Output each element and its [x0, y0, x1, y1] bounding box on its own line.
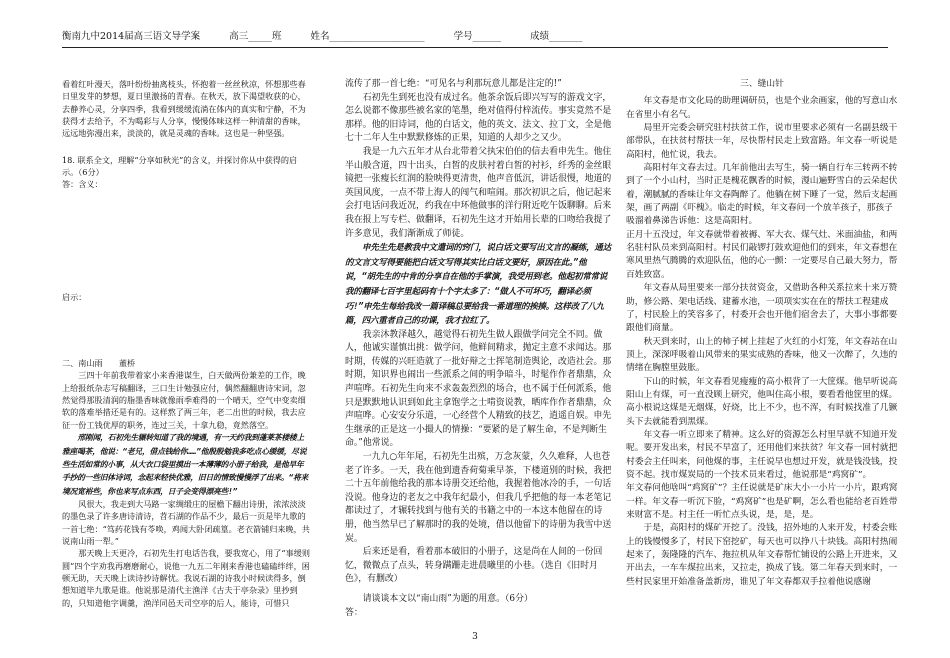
section-2-title: 二、南山雨 董桥: [62, 358, 136, 369]
section-2-answer-label: 答：: [345, 607, 363, 618]
section-3-paragraph-10: 于是，高阳村的煤矿开挖了。没钱，招外地的人来开发，村委会账上的钱慢慢多了，村民下窑挖矿，每天也可以挣八十块钱。高阳村热闹起来了，轰隆隆的汽车、拖拉机从年文春帮忙铺设的公路上开进来，又开出去，一车车煤拉出来，又拉走，换成了钱。第二年春天到来时，一些村民家里开始准备盖新房，谁见了年文春都双手拉着他说感谢: [626, 523, 898, 587]
section-3-paragraph-4: 正月十五没过，年文春就带着被褥、军大衣、煤气灶、米面油盐，和两名驻村队员来到高阳村。村民们敲锣打鼓欢迎他们的到来，年文春想在寒风里热气腾腾的欢迎队伍，他的心一颤：一定要尽自己最大努力，帮百姓致富。: [626, 229, 898, 280]
section-3-paragraph-6: 秋天到来时，山上的柿子树上挂起了火红的小灯笼，年文春站在山顶上，深深呼吸着山风带来的果实成熟的香味，他又一次醉了，久违的情绪在胸膛里鼓胀。: [626, 336, 898, 374]
section-2-paragraph-8: 后来还是看，看着那本破旧的小册子，这是尚在人间的一份回忆，微微点了点头，转身蹒跚走进晨曦里的小巷。（选自《旧时月色》，有删改）: [345, 547, 603, 585]
section-3-paragraph-5: 年文春从局里要来一部分扶贫资金，又借助各种关系拉来十来万赞助，修公路、架电话线、建蓄水池，一项项实实在在的帮扶工程建成了，村民脸上的笑容多了，村委开会也开他们宿舍去了，大事小事都要跟他们商量。: [626, 283, 898, 334]
section-2-poem-line: 流传了那一首七绝：“可见名与利那玩意儿都是注定的!”: [345, 79, 562, 89]
section-2-paragraph-6: 我亲沐教泽越久，越觉得石初先生做人跟做学问完全不同。做人，他诚实谨慎出挑：做学问，他鲜间精求，抛定主意不求闻达。那时期，传媒的兴旺造就了一批好辩之士挥笔制造舆论，改造社会。那时期，知识界也闹出一些派系之间的明争暗斗，时髦作作者鼎鼎，众声喧哗。石初先生向来不求轰轰烈烈的场合，也不属于任何派系，他只是默默地认识到如此主拿饱学之士啃资说教，晒库作作者鼎鼎，众声喧哗。心安安分乐道，一心经营个人精致的技艺，逍遥自娱。申先生继承的正是这一小撮人的情操：“要紧的是了解生命，不是判断生命。”他常说。: [345, 329, 612, 449]
essay-ending-paragraph: 看着红叶漫天，落叶纷纷抽离枝头，怀抱着一丝丝秋凉，怀想那些春日里发芽的梦想，夏日里激扬的青春。在秋天，放下渴望收获的心，去静养心灵，分享四季，我看到缓缓流淌在体内的真实和宁静，不为获得才去给予，不为喝彩与人分享，慢慢体味这样一种清甜的香味，远远地弥漫出来，淡淡的，就是灵魂的香味。这也是一种坚强。: [62, 79, 306, 139]
column-middle: [345, 78, 613, 620]
section-2-paragraph-7: 一九九○年年尾，石初先生出殡，万念灰蒙，久久难释，人也苍老了许多。一天，我在他到遗香荷菊乘早茶，下楼道别的时候，我把二十五年前他给我的那本诗册交还给他，我握着他冰冷的手，一句话没说。他身边的老友之中我年纪最小，但我几乎把他的每一本老笔记都读过了，才辗转找到与他有关的书籍之中的一本这本他留在的诗册，他当然早已了解那时的我的处境，借以他留下的诗册为我雪中送炭。: [345, 452, 612, 544]
section-2-paragraph-2: 风很大，我走到大马路一家绸缎庄的屋檐下翻出诗册，浓浓淡淡的墨色录了许多唐诗清诗，苕石湖的作品不少，最后一页是毕九歌的一首七绝：“笃药花钱有苓唤，鸡闻大卧闭疏篁。老衣箭铺归来晚，共说南山雨一犁。”: [62, 498, 310, 546]
header-score: 成绩_______: [530, 31, 583, 42]
section-3-title: 三、缝山针: [740, 79, 784, 89]
section-2-paragraph-1: 三四十年前我带着家小来香港谋生，白天做两份兼差的工作，晚上给报纸杂志写稿翻译，三口生计勉强应付，偶然翻翻唐诗宋词，忽然觉得那股清润的脂墨香味就像雨季难得的一个晴天，空气中变卖细软的落难举措还是有的。这样熬了两三年，老二出世的时候，我去应征一份工钱优厚的职务，连过三关，十拿九稳，竟然落空。: [62, 370, 306, 430]
question-18-qishi-label: 启示：: [62, 291, 87, 302]
section-2-paragraph-5: 我是一九六五年才从台北带着父执宋伯伯的信去看申先生。他住半山般含道，四十出头，白皙的皮肤衬着白皙的衬衫，纤秀的金丝眼镜把一张瘦长红润的脸映得更清贵，他声音低沉，讲话很慢，地道的英国风度，一点不带上海人的闯气和喧闹。那次初识之后，他记起来会打电话问我近况，约我在中环他做事的洋行附近吃午饭聊聊。后来我在报上写专栏、做翻译，石初先生这才开始用长辈的口吻给我提了许多意见，我们渐渐成了师徒。: [345, 146, 612, 239]
section-2-paragraph-3: 那天晚上天更冷，石初先生打电话告我，要我宽心，用了“事缓则圆”四个字劝我再磨磨耐心，说他一九五二年刚来香港也磕磕绊绊，困顿无助，天天晚上读诗抄诗解忧。我说石湖的诗我小时候读得多，倒想知道毕九歌是谁。他说那是清代主渔洋《古夫于亭杂录》里抄到的，只知道他字调羹，渔洋同邑天司空亭的后人，能诗，可惜只: [62, 548, 310, 608]
section-2-question: 请谈谈本文以“南山雨”为题的用意。（6分）: [362, 593, 533, 604]
section-3-paragraph-1: 年文春是市文化局的助理调研员，也是个业余画家，他的写意山水在省里小有名气。: [626, 96, 898, 120]
section-3-paragraph-9: 年文春问他啥叫“鸡窝矿”？主任说就是矿床大小一小片一小片，跟鸡窝一样。年文春一听沉下脸，“鸡窝矿”也是矿啊，怎么看也能给老百姓带来财富不是。村主任一听忙点头说，是，是，是。: [626, 483, 898, 520]
section-3-paragraph-3: 高阳村年文春去过。几年前他出去写生，骑一辆自行车三转两不转到了一个小山村，当时正是槐花飘香的时候，漫山遍野雪白的云朵起伏着，潮腻腻的香味让年文春陶醉了。他躺在树下睡了一觉，然后支起画架，画了两副《吓槐》。临走的时候，年文春问一个放羊孩子，那孩子吸溜着鼻涕告诉他：这是高阳村。: [626, 163, 898, 227]
column-left: [62, 78, 310, 609]
header-grade: 高三_____班: [229, 31, 282, 42]
section-3-paragraph-8: 年文春一听立即来了精神。这么好的资源怎么村里早就不知道开发呢。要开发出来，村民不早富了，还用他们来扶贫？年文春一回村就把村委会主任叫来，问他煤的事，主任说早也想过开发，就是钱没钱，投资不起。找市煤炭局的一个技术员来看过，他说那是“鸡窝矿”。: [626, 429, 898, 480]
header-name: 姓名____________________: [310, 31, 425, 42]
section-2-handwritten-paragraph-2: 申先生先是教我中文遣词的窍门，说白话文要写出文言的凝练，通达的文言文写得要能把白话文写得其实比白话文要好，原因在此。”他说，“胡先生的中肯的分享自在他的手掌演，我受用到老。他起初常常说我的翻译七百字里起码有十个字太多了：“做人不可坏巧，翻译必须巧!”申先生每给我改一篇译稿总要给我一番道理的挨揍。这样改了八九篇，四六重者自己的功课，我才拉红了。: [345, 243, 612, 327]
header-title: 衡南九中2014届高三语文导学案: [62, 31, 201, 42]
column-right: [626, 78, 898, 589]
section-3-paragraph-2: 局里开完委会研究驻村扶贫工作，说市里要求必须有一名副县级干部带队，在扶贫村帮扶一年，尽快帮村民走上致富路。年文春一听说是高阳村，他忙说，我去。: [626, 123, 898, 160]
question-18: 18. 联系全文，理解“分享如秋光”的含义，并探讨你从中获得的启示。（6分）: [62, 154, 298, 178]
page-header: [62, 29, 888, 48]
section-2-handwritten-paragraph: 邢刚闻，石初先生辗转知道了我的境遇，有一天约我到蓬莱茶楼楼上雅座喝茶，他说：“老兄，借点钱给你……”他殷殷勉我多吃点心缓缓，尽说些生活如常的小事，从大衣口袋里摸出一本薄薄的小册子给我，是他早年手抄的一些旧体诗词，念起来轻快优雅，旧日的情致慢慢浮了出来。“将来境况宽裕些，你也来写点东西，日子会变得漂亮些!”: [62, 433, 309, 496]
section-2-paragraph-4: 石初先生到死也没有成过名。他茶余饭后即兴写写的游戏文字，怎么说都不像那些被名家的笔墨，绝对值得付梓流传。事实竟然不是那样。他的旧诗词，他的白话文，他的英文、法文、拉丁文，全是他七十二年人生中默默修炼的正果，知道的人却少之又少。: [345, 92, 612, 144]
section-3-paragraph-7: 下山的时候，年文春看见瘦瘦的高小根背了一大筐煤。他早听说高阳山上有煤，可一直没顾上研究，他叫住高小根，要看看他筐里的煤。高小根说这煤是无烟煤，好烧，比上不少，也不浑，有时候找准了几镢头下去就能看到黑煤。: [626, 376, 898, 427]
question-18-answer-label: 答：含义：: [62, 179, 103, 190]
page-number: 3: [472, 632, 478, 642]
header-id: 学号______: [453, 31, 502, 42]
